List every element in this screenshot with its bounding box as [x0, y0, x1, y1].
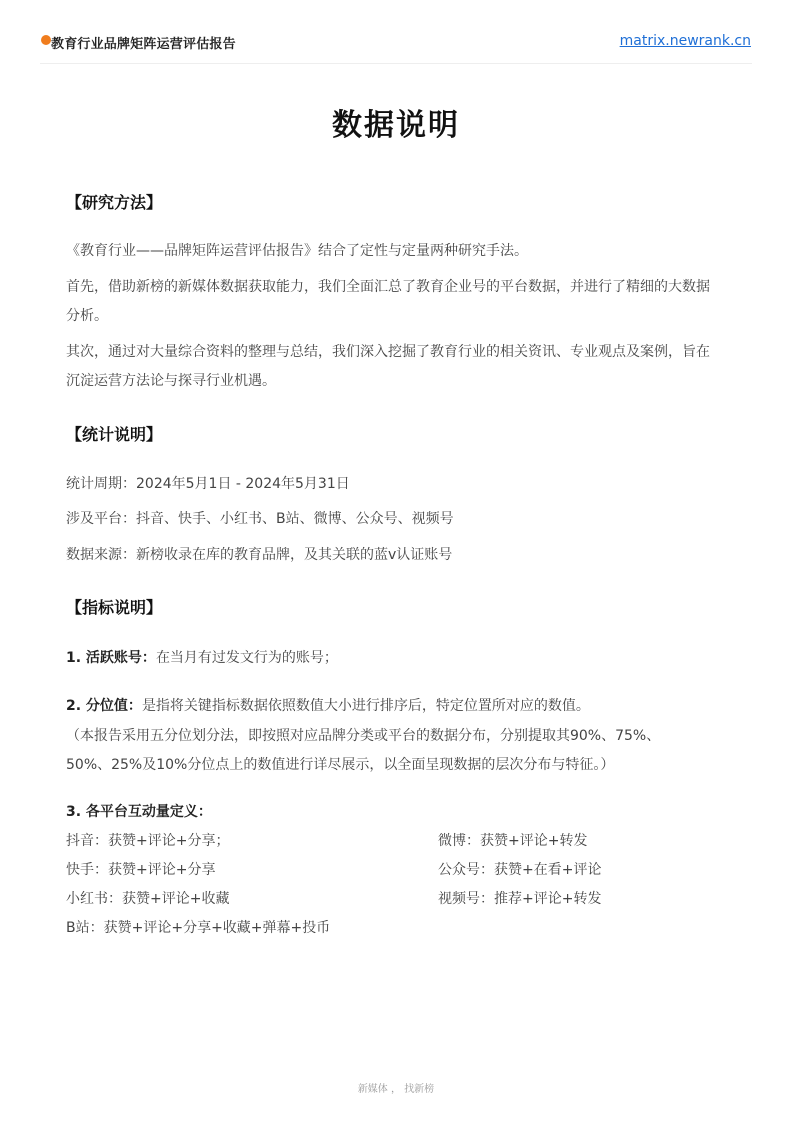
definition-wechat-official: 公众号：获赞+在看+评论 — [438, 862, 602, 878]
page-header — [0, 0, 792, 64]
definition-wechat-channels: 视频号：推荐+评论+转发 — [438, 891, 602, 907]
metric-item-3-label: 3. 各平台互动量定义： — [66, 804, 212, 820]
page-title: 数据说明 — [320, 100, 472, 144]
footer-slogan: 新媒体 ， 找新榜 — [357, 1084, 435, 1095]
metric-item-active-accounts — [66, 647, 338, 667]
definition-xiaohongshu: 小红书：获赞+评论+收藏 — [66, 891, 230, 907]
metric-item-1-label: 1. 活跃账号： — [66, 650, 156, 666]
section-heading-stats: 【统计说明】 — [66, 425, 163, 444]
definition-kuaishou: 快手：获赞+评论+分享 — [66, 862, 216, 878]
page-title-wrap — [0, 100, 792, 144]
section-heading-method: 【研究方法】 — [66, 193, 163, 212]
stats-platforms: 涉及平台：抖音、快手、小红书、B站、微博、公众号、视频号 — [66, 511, 454, 527]
metric-item-2-text: 是指将关键指标数据依照数值大小进行排序后，特定位置所对应的数值。 — [141, 698, 590, 714]
report-title: 教育行业品牌矩阵运营评估报告 — [51, 37, 236, 52]
stats-period: 统计周期：2024年5月1日 - 2024年5月31日 — [66, 476, 350, 492]
newrank-link[interactable]: matrix.newrank.cn — [619, 33, 751, 49]
metric-item-quantile — [66, 695, 590, 715]
method-paragraph-2: 首先，借助新榜的新媒体数据获取能力，我们全面汇总了教育企业号的平台数据，并进行了精细的大数据分析。 — [66, 279, 710, 324]
header-accent-dot — [41, 35, 51, 45]
metric-item-2-label: 2. 分位值： — [66, 698, 142, 714]
header-divider — [40, 63, 752, 64]
method-paragraph-1: 《教育行业——品牌矩阵运营评估报告》结合了定性与定量两种研究手法。 — [66, 243, 528, 259]
section-heading-metrics: 【指标说明】 — [66, 598, 163, 617]
metric-item-2-note-line-2: 50%、25%及10%分位点上的数值进行详尽展示，以全面呈现数据的层次分布与特征。） — [66, 757, 615, 773]
stats-source: 数据来源：新榜收录在库的教育品牌，及其关联的蓝v认证账号 — [66, 547, 453, 563]
definition-douyin: 抖音：获赞+评论+分享； — [66, 833, 230, 849]
metric-item-2-note-line-1: （本报告采用五分位划分法，即按照对应品牌分类或平台的数据分布，分别提取其90%、75%、 — [66, 728, 661, 744]
definition-weibo: 微博：获赞+评论+转发 — [438, 833, 588, 849]
method-paragraph-3: 其次，通过对大量综合资料的整理与总结，我们深入挖掘了教育行业的相关资讯、专业观点及案例，旨在沉淀运营方法论与探寻行业机遇。 — [66, 344, 710, 389]
definition-bilibili: B站：获赞+评论+分享+收藏+弹幕+投币 — [66, 920, 331, 936]
metric-item-1-text: 在当月有过发文行为的账号； — [155, 650, 338, 666]
